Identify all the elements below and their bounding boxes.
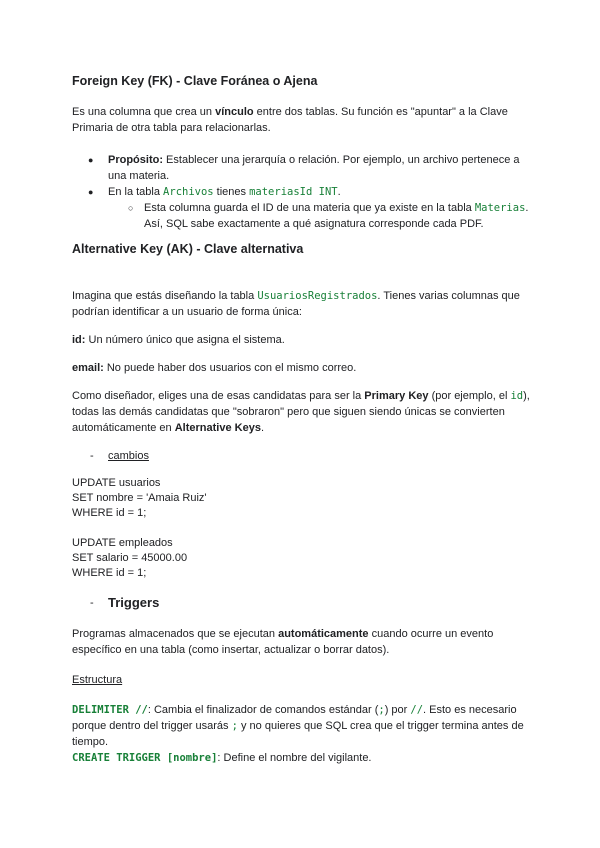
list-item: ● En la tabla Archivos tienes materiasId INT. [72, 184, 532, 200]
structure-heading: Estructura [72, 674, 123, 686]
triggers-intro: Programas almacenados que se ejecutan automáticamente cuando ocurre un evento específico en una tabla (como insertar, actualizar o borrar datos). [72, 628, 494, 656]
document-page [72, 66, 532, 766]
ak-explanation: Como diseñador, eliges una de esas candidatas para ser la Primary Key (por ejemplo, el id), todas las demás candidatas que "sobraron" pero que siguen siendo únicas se convierten automáticamente en Alternative Keys. [72, 390, 530, 434]
fk-bullet-list [72, 152, 532, 200]
list-item: ● Propósito: Establecer una jerarquía o relación. Por ejemplo, un archivo pertenece a una materia. [72, 152, 532, 184]
code-line: WHERE id = 1; [72, 567, 147, 579]
delimiter-description: DELIMITER //: Cambia el finalizador de comandos estándar (;) por //. Esto es necesario porque dentro del trigger usarás ; y no quieres que SQL crea que el trigger termina antes de tiempo. [72, 704, 524, 748]
fk-heading: Foreign Key (FK) - Clave Foránea o Ajena [72, 74, 318, 88]
code-line: UPDATE empleados [72, 537, 173, 549]
ak-intro: Imagina que estás diseñando la tabla UsuariosRegistrados. Tienes varias columnas que podrían identificar a un usuario de forma única: [72, 290, 520, 318]
code-line: UPDATE usuarios [72, 477, 161, 489]
sql-query-1 [72, 476, 532, 521]
triggers-heading: - Triggers [90, 595, 160, 610]
code-line: SET nombre = 'Amaia Ruiz' [72, 492, 207, 504]
ak-email-line: email: No puede haber dos usuarios con el mismo correo. [72, 362, 357, 374]
code-line: WHERE id = 1; [72, 507, 147, 519]
create-trigger-description: CREATE TRIGGER [nombre]: Define el nombre del vigilante. [72, 752, 372, 764]
ak-heading: Alternative Key (AK) - Clave alternativa [72, 242, 304, 256]
list-item: ○ Esta columna guarda el ID de una materia que ya existe en la tabla Materias. Así, SQL sabe exactamente a qué asignatura corresponde cada PDF. [72, 200, 532, 232]
code-line: SET salario = 45000.00 [72, 552, 188, 564]
fk-sub-list [72, 200, 532, 232]
ak-id-line: id: Un número único que asigna el sistema. [72, 334, 285, 346]
sql-query-2 [72, 536, 532, 581]
changes-heading: - cambios [90, 450, 149, 462]
fk-intro: Es una columna que crea un vínculo entre dos tablas. Su función es "apuntar" a la Clave Primaria de otra tabla para relacionarlas. [72, 106, 508, 134]
